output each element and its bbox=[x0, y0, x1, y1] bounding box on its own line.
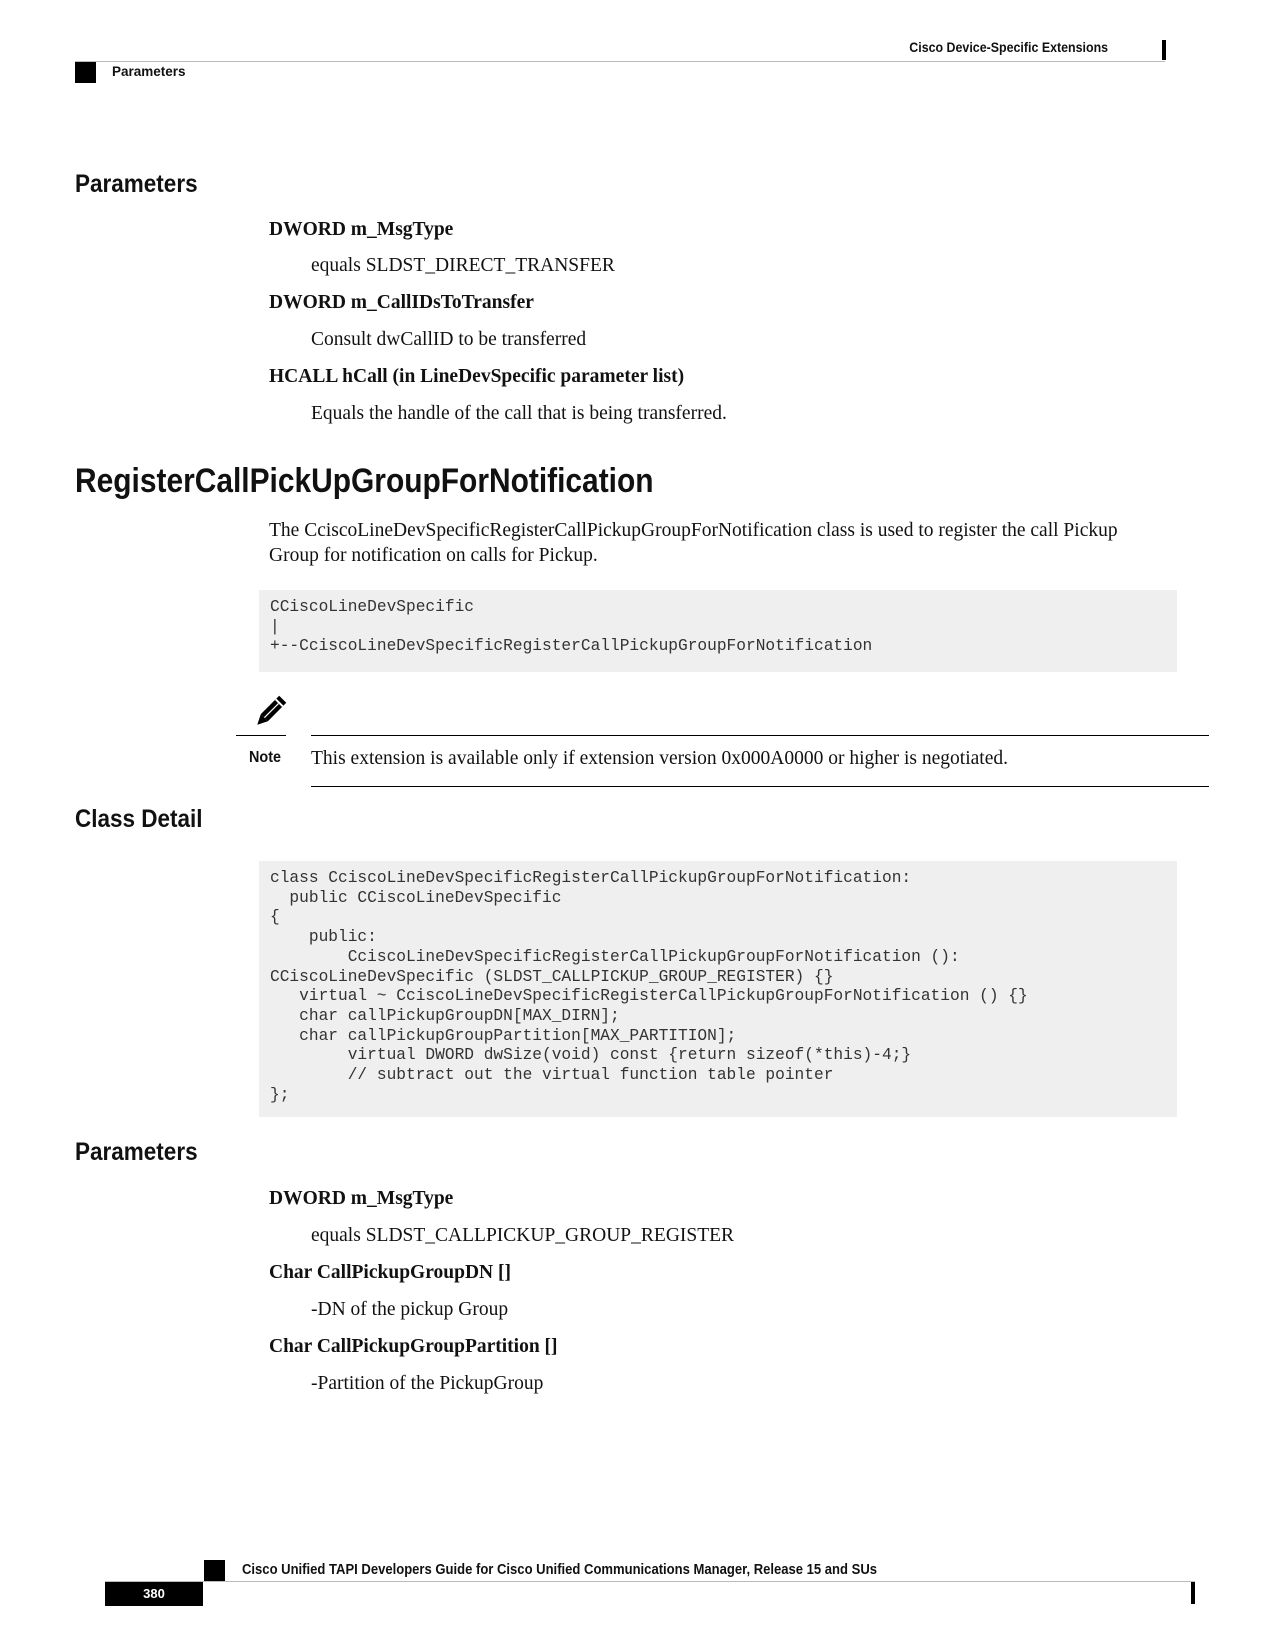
pencil-icon bbox=[250, 692, 290, 732]
param-description: Equals the handle of the call that is being transferred. bbox=[311, 403, 727, 424]
param-description: -DN of the pickup Group bbox=[311, 1299, 509, 1320]
section-heading-parameters: Parameters bbox=[75, 1138, 198, 1166]
param-term: HCALL hCall (in LineDevSpecific parameter list) bbox=[269, 366, 685, 387]
running-header-section: Parameters bbox=[112, 64, 186, 79]
param-description: equals SLDST_CALLPICKUP_GROUP_REGISTER bbox=[311, 1225, 735, 1246]
footer-square-mark bbox=[204, 1560, 225, 1581]
note-top-rule bbox=[311, 735, 1209, 736]
section-heading-class-detail: Class Detail bbox=[75, 805, 203, 833]
class-detail-code-block bbox=[259, 861, 1177, 1117]
code-line: }; bbox=[270, 1085, 290, 1104]
code-line: | bbox=[270, 617, 280, 636]
code-line: char callPickupGroupDN[MAX_DIRN]; bbox=[270, 1006, 620, 1025]
page-title: RegisterCallPickUpGroupForNotification bbox=[75, 462, 654, 500]
header-bar-mark bbox=[1162, 40, 1166, 60]
code-line: +--CciscoLineDevSpecificRegisterCallPickupGroupForNotification bbox=[270, 637, 873, 656]
running-header-chapter: Cisco Device-Specific Extensions bbox=[909, 40, 1108, 55]
code-line: // subtract out the virtual function table pointer bbox=[270, 1066, 834, 1085]
note-icon-rule bbox=[236, 735, 286, 736]
code-line: virtual ~ CciscoLineDevSpecificRegisterCallPickupGroupForNotification () {} bbox=[270, 987, 1028, 1006]
class-hierarchy-code-block bbox=[259, 590, 1177, 672]
code-line: CCiscoLineDevSpecific bbox=[270, 598, 474, 616]
param-description: Consult dwCallID to be transferred bbox=[311, 329, 587, 350]
code-line: class CciscoLineDevSpecificRegisterCallPickupGroupForNotification: bbox=[270, 869, 912, 887]
code-line: char callPickupGroupPartition[MAX_PARTITION]; bbox=[270, 1026, 737, 1045]
code-line: CCiscoLineDevSpecific (SLDST_CALLPICKUP_GROUP_REGISTER) {} bbox=[270, 967, 834, 986]
page-number: 380 bbox=[105, 1582, 203, 1606]
param-term: DWORD m_MsgType bbox=[269, 219, 454, 240]
code-line: virtual DWORD dwSize(void) const {return sizeof(*this)-4;} bbox=[270, 1046, 912, 1065]
param-term: DWORD m_CallIDsToTransfer bbox=[269, 292, 534, 313]
footer-book-title: Cisco Unified TAPI Developers Guide for Cisco Unified Communications Manager, Release 15 and SUs bbox=[242, 1562, 878, 1578]
code-line: CciscoLineDevSpecificRegisterCallPickupGroupForNotification (): bbox=[270, 947, 960, 966]
code-line: public CCiscoLineDevSpecific bbox=[270, 888, 562, 907]
param-term: DWORD m_MsgType bbox=[269, 1188, 454, 1209]
param-term: Char CallPickupGroupPartition [] bbox=[269, 1336, 558, 1357]
code-line: { bbox=[270, 908, 280, 927]
intro-paragraph: The CciscoLineDevSpecificRegisterCallPickupGroupForNotification class is used to register the call Pickup Group for notification on calls for Pickup. bbox=[269, 520, 1118, 566]
note-bottom-rule bbox=[311, 786, 1209, 787]
param-description: equals SLDST_DIRECT_TRANSFER bbox=[311, 255, 615, 276]
footer-bar-mark bbox=[1191, 1582, 1195, 1604]
footer-rule bbox=[105, 1581, 1195, 1582]
section-heading-parameters: Parameters bbox=[75, 170, 198, 198]
note-text: This extension is available only if extension version 0x000A0000 or higher is negotiated. bbox=[311, 748, 1008, 769]
header-rule bbox=[75, 61, 1165, 62]
code-line: public: bbox=[270, 928, 377, 947]
note-label: Note bbox=[249, 749, 282, 766]
param-description: -Partition of the PickupGroup bbox=[311, 1373, 544, 1394]
header-square-mark bbox=[75, 62, 96, 83]
param-term: Char CallPickupGroupDN [] bbox=[269, 1262, 511, 1283]
